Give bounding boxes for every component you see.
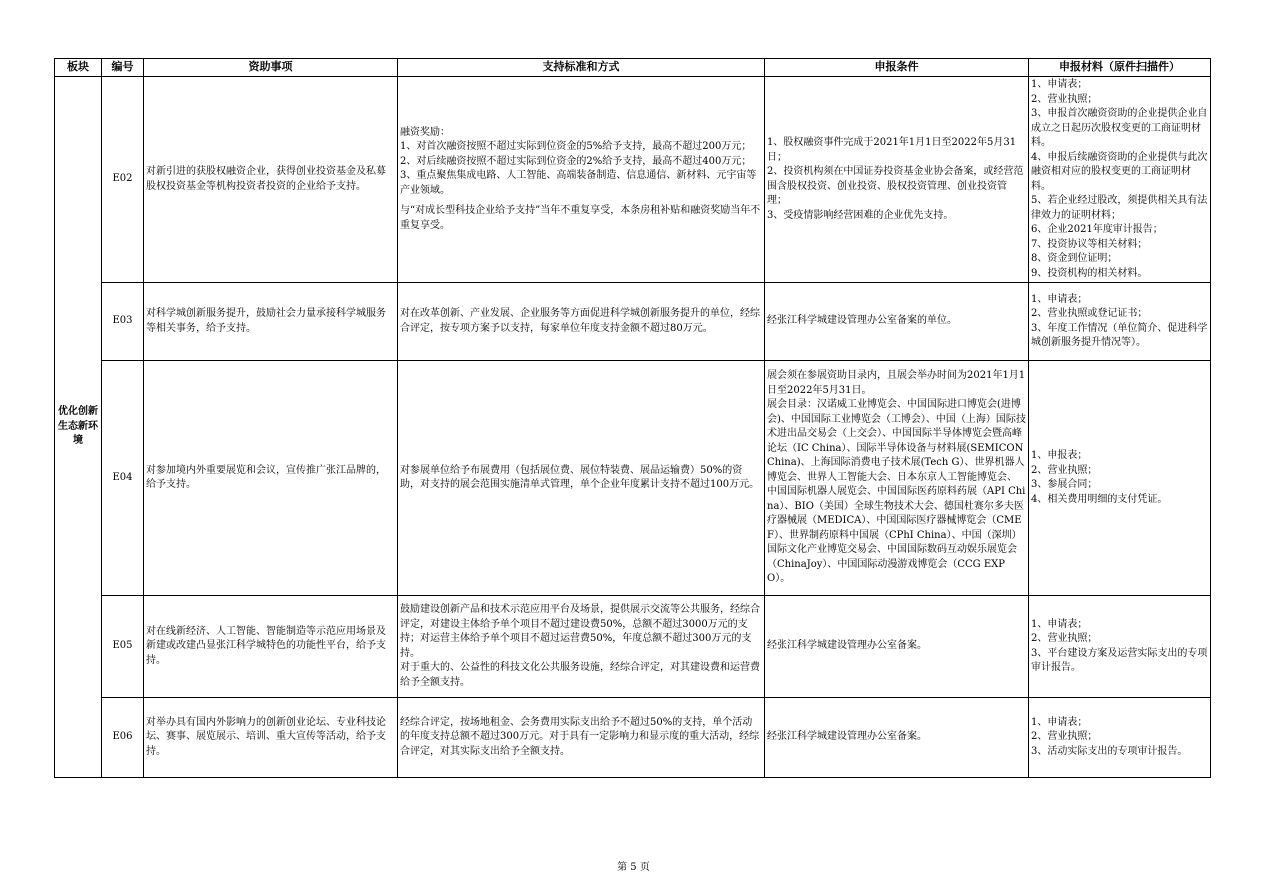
row-item: 对新引进的获股权融资企业，获得创业投资基金及私募股权投资基金等机构投资者投资的企业给予支持。 xyxy=(144,77,398,283)
header-item: 资助事项 xyxy=(144,59,398,77)
row-materials: 1、申请表； 2、营业执照； 3、活动实际支出的专项审计报告。 xyxy=(1029,698,1211,778)
row-conditions: 经张江科学城建设管理办公室备案的单位。 xyxy=(765,283,1029,361)
row-materials: 1、申报表； 2、营业执照； 3、参展合同； 4、相关费用明细的支付凭证。 xyxy=(1029,361,1211,596)
row-code: E06 xyxy=(102,698,144,778)
row-conditions: 1、股权融资事件完成于2021年1月1日至2022年5月31日； 2、投资机构须在中国证券投资基金业协会备案，或经营范围含股权投资、创业投资、股权投资管理、创业投资管理； 3、受疫情影响经营困难的企业优先支持。 xyxy=(765,77,1029,283)
row-materials: 1、申请表； 2、营业执照； 3、申报首次融资资助的企业提供企业自成立之日起历次股权变更的工商证明材料。 4、申报后续融资资助的企业提供与此次融资相对应的股权变更的工商证明材料。 5、若企业经过股改，须提供相关具有法律效力的证明材料； 6、企业2021年度审计报告； 7、投资协议等相关材料； 8、资金到位证明； 9、投资机构的相关材料。 xyxy=(1029,77,1211,283)
row-code: E04 xyxy=(102,361,144,596)
header-code: 编号 xyxy=(102,59,144,77)
row-code: E05 xyxy=(102,596,144,698)
header-standard: 支持标准和方式 xyxy=(398,59,765,77)
row-standard: 经综合评定，按场地租金、会务费用实际支出给予不超过50%的支持，单个活动的年度支持总额不超过300万元。对于具有一定影响力和显示度的重大活动，经综合评定，对其实际支出给予全额支持。 xyxy=(398,698,765,778)
row-conditions: 展会须在参展资助目录内，且展会举办时间为2021年1月1日至2022年5月31日。 展会目录：汉诺威工业博览会、中国国际进口博览会(进博会)、中国国际工业博览会（工博会）、中国（上海）国际技术进出品交易会（上交会）、中国国际半导体博览会暨高峰论坛（IC China）、国际半导体设备与材料展(SEMICON China)、上海国际消费电子技术展(Tech G）、世界机器人博览会、世界人工智能大会、日本东京人工智能博览会、中国国际机器人展览会、中国国际医药原料药展（API China）、BIO（美国）全球生物技术大会、德国杜赛尔多夫医疗器械展（MEDICA）、中国国际医疗器械博览会（CMEF）、世界制药原料中国展（CPhI China）、中国（深圳）国际文化产业博览交易会、中国国际数码互动娱乐展览会（ChinaJoy）、中国国际动漫游戏博览会（CCG EXPO）。 xyxy=(765,361,1029,596)
sector-cell: 优化创新生态新环境 xyxy=(55,77,102,778)
row-conditions: 经张江科学城建设管理办公室备案。 xyxy=(765,596,1029,698)
table-header-row xyxy=(55,59,1211,77)
row-standard: 对参展单位给予布展费用（包括展位费、展位特装费、展品运输费）50%的资助，对支持的展会范围实施清单式管理，单个企业年度累计支持不超过100万元。 xyxy=(398,361,765,596)
standard-note: 与“对成长型科技企业给予支持”当年不重复享受，本条房租补贴和融资奖励当年不重复享受。 xyxy=(400,205,761,231)
header-materials: 申报材料（原件扫描件） xyxy=(1029,59,1211,77)
row-item: 对举办具有国内外影响力的创新创业论坛、专业科技论坛、赛事、展览展示、培训、重大宣传等活动，给予支持。 xyxy=(144,698,398,778)
row-standard xyxy=(398,77,765,283)
policy-table xyxy=(54,58,1211,778)
row-code: E02 xyxy=(102,77,144,283)
row-conditions: 经张江科学城建设管理办公室备案。 xyxy=(765,698,1029,778)
row-standard: 对在改革创新、产业发展、企业服务等方面促进科学城创新服务提升的单位，经综合评定，按专项方案予以支持，每家单位年度支持金额不超过80万元。 xyxy=(398,283,765,361)
row-item: 对参加境内外重要展览和会议，宣传推广张江品牌的，给予支持。 xyxy=(144,361,398,596)
row-materials: 1、申请表； 2、营业执照； 3、平台建设方案及运营实际支出的专项审计报告。 xyxy=(1029,596,1211,698)
table-row xyxy=(55,361,1211,596)
row-materials: 1、申请表； 2、营业执照或登记证书； 3、年度工作情况（单位简介、促进科学城创新服务提升情况等）。 xyxy=(1029,283,1211,361)
table-row xyxy=(55,698,1211,778)
table-row xyxy=(55,596,1211,698)
row-item: 对在线新经济、人工智能、智能制造等示范应用场景及新建或改建凸显张江科学城特色的功能性平台，给予支持。 xyxy=(144,596,398,698)
table-row xyxy=(55,283,1211,361)
row-item: 对科学城创新服务提升，鼓励社会力量承接科学城服务等相关事务，给予支持。 xyxy=(144,283,398,361)
row-code: E03 xyxy=(102,283,144,361)
header-conditions: 申报条件 xyxy=(765,59,1029,77)
standard-text: 融资奖励： 1、对首次融资按照不超过实际到位资金的5%给予支持，最高不超过200万元； 2、对后续融资按照不超过实际到位资金的2%给予支持，最高不超过400万元； 3、重点聚焦集成电路、人工智能、高端装备制造、信息通信、新材料、元宇宙等产业领域。 xyxy=(400,126,757,196)
header-sector: 板块 xyxy=(55,59,102,77)
row-standard: 鼓励建设创新产品和技术示范应用平台及场景，提供展示交流等公共服务，经综合评定，对建设主体给予单个项目不超过建设费50%，总额不超过3000万元的支持；对运营主体给予单个项目不超过运营费50%，年度总额不超过300万元的支持。 对于重大的、公益性的科技文化公共服务设施，经综合评定，对其建设费和运营费给予全额支持。 xyxy=(398,596,765,698)
table-row xyxy=(55,77,1211,283)
page-number: 第 5 页 xyxy=(617,862,650,873)
